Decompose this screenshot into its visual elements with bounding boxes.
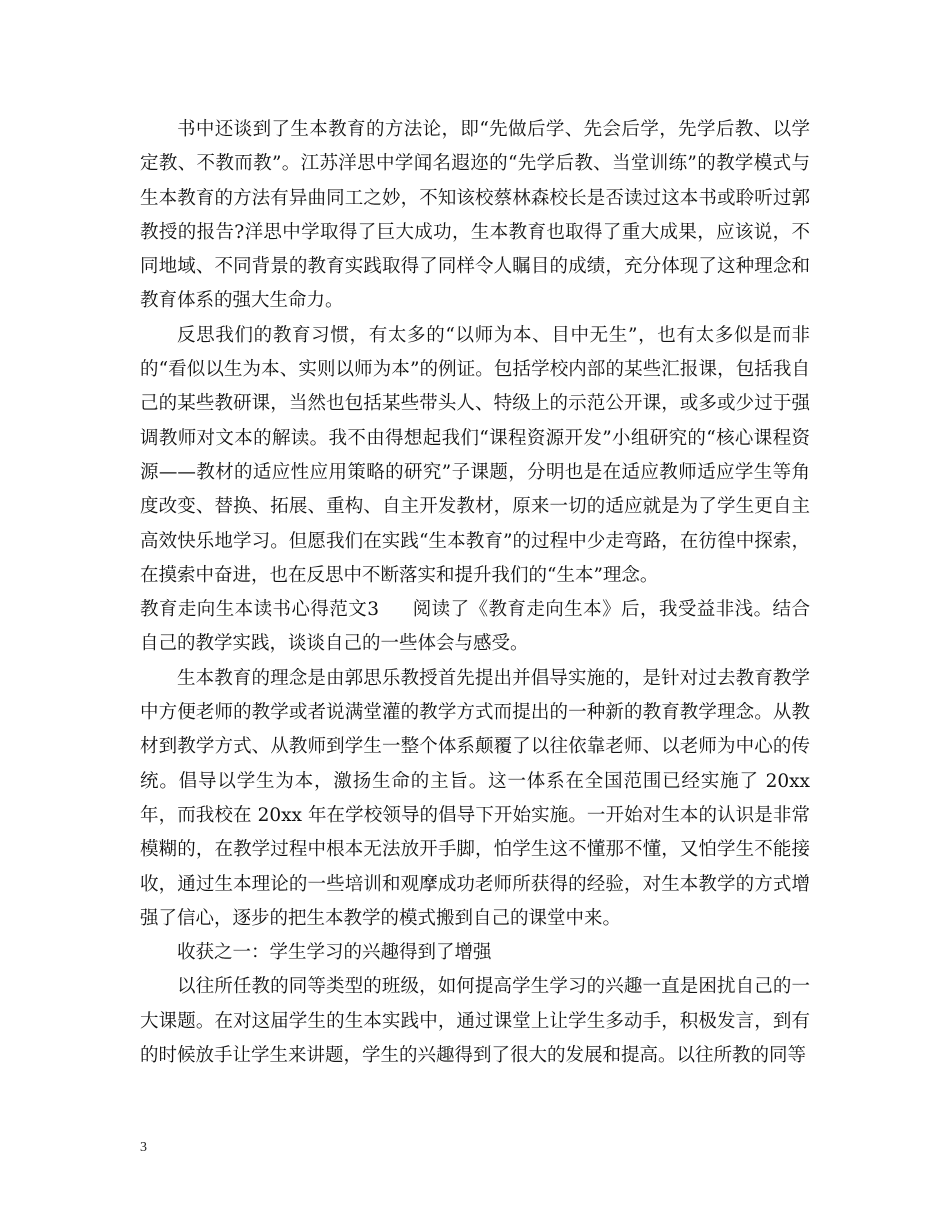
page-number: 3 [140,1140,147,1155]
essay-heading: 教育走向生本读书心得范文3 [140,599,380,621]
paragraph-reflection: 反思我们的教育习惯，有太多的“以师为本、目中无生”，也有太多似是而非的“看似以生为本、实则以师为本”的例证。包括学校内部的某些汇报课，包括我自己的某些教研课，当然也包括某些带头人、特级上的示范公开课，或多或少过于强调教师对文本的解读。我不由得想起我们“课程资源开发”小组研究的“核心课程资源——教材的适应性应用策略的研究”子课题，分明也是在适应教师适应学生等角度改变、替换、拓展、重构、自主开发教材，原来一切的适应就是为了学生更自主高效快乐地学习。但愿我们在实践“生本教育”的过程中少走弯路，在彷徨中探索，在摸索中奋进，也在反思中不断落实和提升我们的“生本”理念。 [140,324,810,586]
document-body [140,113,810,1073]
paragraph-interest: 以往所任教的同等类型的班级，如何提高学生学习的兴趣一直是困扰自己的一大课题。在对这届学生的生本实践中，通过课堂上让学生多动手，积极发言，到有的时候放手让学生来讲题，学生的兴趣得到了很大的发展和提高。以往所教的同等 [140,976,810,1067]
paragraph-concept: 生本教育的理念是由郭思乐教授首先提出并倡导实施的，是针对过去教育教学中方便老师的教学或者说满堂灌的教学方式而提出的一种新的教育教学理念。从教材到教学方式、从教师到学生一整个体系颠覆了以往依靠老师、以老师为中心的传统。倡导以学生为本，激扬生命的主旨。这一体系在全国范围已经实施了 20xx 年，而我校在 20xx 年在学校领导的倡导下开始实施。一开始对生本的认识是非常模糊的，在教学过程中根本无法放开手脚，怕学生这不懂那不懂，又怕学生不能接收，通过生本理论的一些培训和观摩成功老师所获得的经验，对生本教学的方式增强了信心，逐步的把生本教学的模式搬到自己的课堂中来。 [140,667,810,929]
paragraph-methodology: 书中还谈到了生本教育的方法论，即“先做后学、先会后学，先学后教、以学定教、不教而教”。江苏洋思中学闻名遐迩的“先学后教、当堂训练”的教学模式与生本教育的方法有异曲同工之妙，不知该校蔡林森校长是否读过这本书或聆听过郭教授的报告?洋思中学取得了巨大成功，生本教育也取得了重大成果，应该说，不同地域、不同背景的教育实践取得了同样令人瞩目的成绩，充分体现了这种理念和教育体系的强大生命力。 [140,119,810,312]
section-heading-gain-one: 收获之一：学生学习的兴趣得到了增强 [177,942,492,964]
paragraph-essay-3-intro [140,593,810,662]
essay-intro-text: 阅读了《教育走向生本》后，我受益非浅。结合自己的教学实践，谈谈自己的一些体会与感受。 [140,599,810,655]
